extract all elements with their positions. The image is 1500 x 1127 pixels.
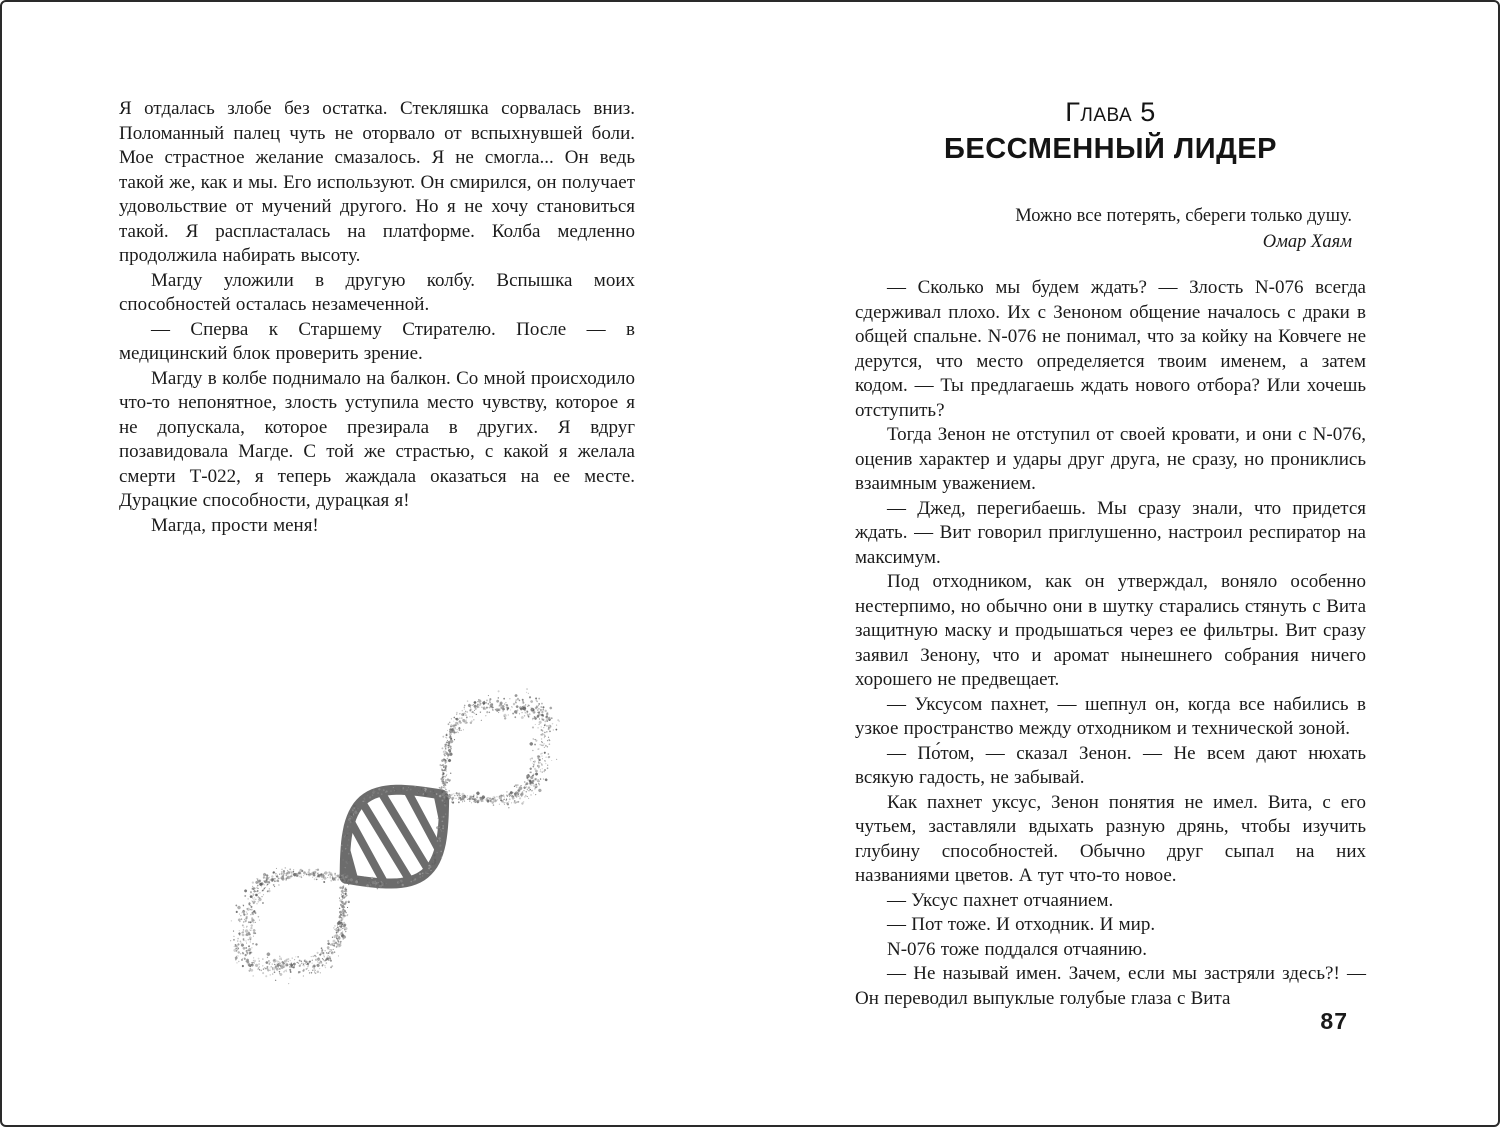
right-text-column — [855, 97, 1366, 1011]
body-paragraph: — Сколько мы будем ждать? — Злость N-076 всегда сдерживал плохо. Их с Зеноном общение началось с драки в общей спальне. N-076 не понимал, что за койку на Ковчеге не дерутся, что место определяется твоим именем, а затем кодом. — Ты предлагаешь ждать нового отбора? Или хочешь отступить? — [855, 277, 1366, 421]
body-paragraph: Как пахнет уксус, Зенон понятия не имел. Вита, с его чутьем, заставляли вдыхать разную дрянь, чтобы изучить глубину способностей. Обычно друг сыпал на них названиями цветов. А тут что-то новое. — [855, 791, 1366, 886]
page-right — [752, 2, 1500, 1125]
body-paragraph: Магду уложили в другую колбу. Вспышка моих способностей осталась незамеченной. — [119, 269, 635, 315]
body-paragraph: N-076 тоже поддался отчаянию. — [887, 938, 1147, 960]
body-paragraph: — Уксусом пахнет, — шепнул он, когда все набились в узкое пространство между отходником и технической зоной. — [855, 693, 1366, 739]
left-text-column — [119, 97, 635, 538]
body-paragraph: Тогда Зенон не отступил от своей кровати, и они с N-076, оценив характер и удары друг друга, не сразу, но прониклись взаимным уважением. — [855, 424, 1366, 494]
body-paragraph: — Джед, перегибаешь. Мы сразу знали, что придется ждать. — Вит говорил приглушенно, настроил респиратор на максимум. — [855, 497, 1366, 568]
dna-helix-illustration — [197, 662, 592, 1012]
body-paragraph: Под отходником, как он утверждал, воняло особенно нестерпимо, но обычно они в шутку старались стянуть с Вита защитную маску и продышаться через ее фильтры. Вит сразу заявил Зенону, что и аромат нынешнего собрания ничего хорошего не предвещает. — [855, 571, 1366, 690]
body-paragraph: — Пот тоже. И отходник. И мир. — [887, 914, 1156, 935]
body-paragraph: — По́том, — сказал Зенон. — Не всем дают нюхать всякую гадость, не забывай. — [855, 742, 1366, 788]
epigraph — [855, 203, 1366, 255]
page-left — [2, 2, 752, 1125]
page-number: 87 — [1320, 1008, 1348, 1034]
chapter-label: Глава 5 — [1065, 97, 1156, 127]
body-paragraph: Я отдалась злобе без остатка. Стекляшка сорвалась вниз. Поломанный палец чуть не оторвало от вспыхнувшей боли. Мое страстное желание смазалось. Я не смогла... Он ведь такой же, как и мы. Его используют. Он смирился, он получает удовольствие от мучений другого. Но я не хочу становиться такой. Я распласталась на платформе. Колба медленно продолжила набирать высоту. — [119, 98, 635, 266]
chapter-body — [855, 276, 1366, 1011]
body-paragraph: — Не называй имен. Зачем, если мы застряли здесь?! — Он переводил выпуклые голубые глаза с Вита — [855, 963, 1366, 1009]
epigraph-author: Омар Хаям — [1262, 232, 1352, 252]
chapter-title: БЕССМЕННЫЙ ЛИДЕР — [944, 133, 1277, 165]
epigraph-text: Можно все потерять, сбереги только душу. — [1015, 206, 1352, 226]
body-paragraph: Магда, прости меня! — [151, 514, 319, 536]
body-paragraph: Магду в колбе поднимало на балкон. Со мной происходило что-то непонятное, злость уступила место чувству, которое я не допускала, которое презирала в других. Я вдруг позавидовала Магде. С той же страстью, с какой я желала смерти Т-022, я теперь жаждала оказаться на ее месте. Дурацкие способности, дурацкая я! — [119, 367, 635, 511]
body-paragraph: — Уксус пахнет отчаянием. — [887, 889, 1114, 911]
body-paragraph: — Сперва к Старшему Стирателю. После — в медицинский блок проверить зрение. — [119, 318, 635, 364]
